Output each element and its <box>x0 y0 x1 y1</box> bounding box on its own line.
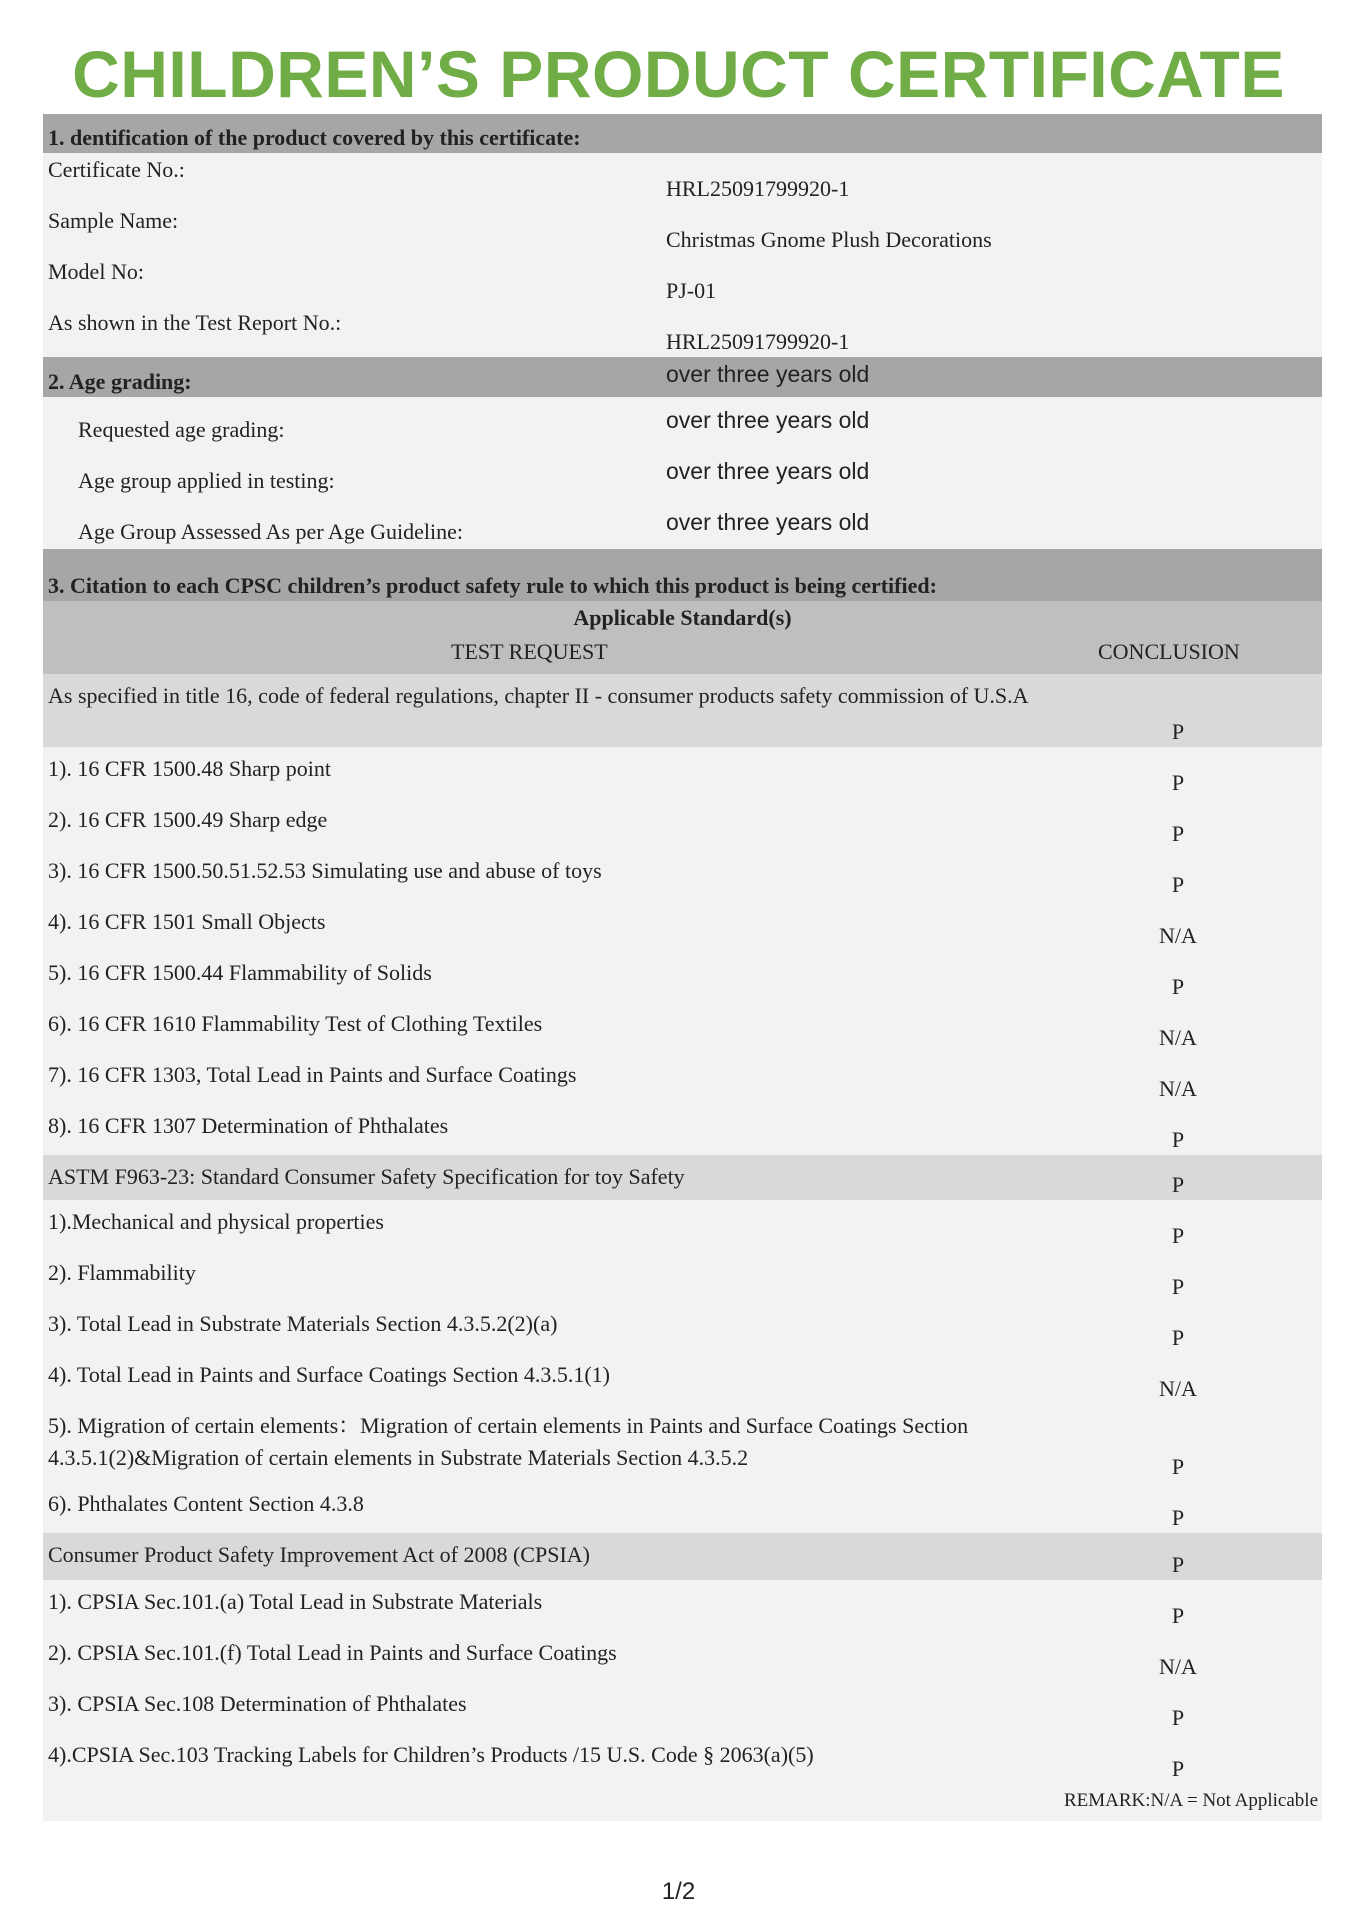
certificate-table <box>43 114 1322 1821</box>
test-request-text: 2). Flammability <box>48 1260 196 1285</box>
standard-item-row <box>43 1631 1322 1682</box>
conclusion-value: P <box>1171 770 1185 795</box>
model-no-row <box>43 255 1322 306</box>
sample-name-row <box>43 204 1322 255</box>
test-request-text: 1). CPSIA Sec.101.(a) Total Lead in Substrate Materials <box>48 1589 543 1614</box>
test-report-row <box>43 306 1322 357</box>
conclusion-value: P <box>1171 1454 1185 1479</box>
test-request-text: 7). 16 CFR 1303, Total Lead in Paints and Surface Coatings <box>48 1062 577 1087</box>
conclusion-value: N/A <box>1159 1025 1197 1050</box>
field-label: Certificate No.: <box>48 157 185 182</box>
field-value: over three years old <box>666 509 870 535</box>
standard-item-row <box>43 1200 1322 1251</box>
requested-age-row <box>43 397 1322 448</box>
page-number: 1/2 <box>661 1878 696 1905</box>
remark-row <box>43 1784 1322 1821</box>
test-request-text: 8). 16 CFR 1307 Determination of Phthalates <box>48 1113 449 1138</box>
test-request-text: 1). 16 CFR 1500.48 Sharp point <box>48 756 331 781</box>
conclusion-value: P <box>1171 1223 1185 1248</box>
field-label: Model No: <box>48 259 144 284</box>
standard-item-row <box>43 1002 1322 1053</box>
standard-item-row <box>43 849 1322 900</box>
conclusion-value: P <box>1171 872 1185 897</box>
section1-heading: 1. dentification of the product covered by this certificate: <box>48 125 581 150</box>
conclusion-value: N/A <box>1159 1376 1197 1401</box>
certificate-no-row <box>43 153 1322 204</box>
test-request-text: 5). Migration of certain elements：Migration of certain elements in Paints and Surface Coatings Section 4.3.5.1(2)&Migration of certain elements in Substrate Materials Section 4.3.5.2 <box>48 1413 969 1470</box>
conclusion-value: P <box>1171 1505 1185 1530</box>
field-value: HRL25091799920-1 <box>666 329 850 354</box>
standard-item-row <box>43 1353 1322 1404</box>
test-request-text: 1).Mechanical and physical properties <box>48 1209 384 1234</box>
conclusion-value: N/A <box>1159 923 1197 948</box>
standard-item-row <box>43 1404 1322 1482</box>
test-request-text: 4). Total Lead in Paints and Surface Coatings Section 4.3.5.1(1) <box>48 1362 610 1387</box>
section2-header <box>43 357 1322 397</box>
standards-subheader <box>43 601 1322 674</box>
field-label: As shown in the Test Report No.: <box>48 310 342 335</box>
standard-item-row <box>43 1682 1322 1733</box>
test-request-text: 5). 16 CFR 1500.44 Flammability of Solids <box>48 960 432 985</box>
standard-item-row <box>43 1580 1322 1631</box>
test-request-text: 2). 16 CFR 1500.49 Sharp edge <box>48 807 328 832</box>
field-label: Requested age grading: <box>78 417 285 442</box>
conclusion-value: P <box>1171 1756 1185 1781</box>
age-group-testing-row <box>43 448 1322 499</box>
field-value: over three years old <box>666 407 870 433</box>
test-request-text: 6). Phthalates Content Section 4.3.8 <box>48 1491 364 1516</box>
test-request-text: 3). CPSIA Sec.108 Determination of Phthalates <box>48 1691 467 1716</box>
section2-heading-value: over three years old <box>666 361 870 387</box>
test-request-text: Consumer Product Safety Improvement Act of 2008 (CPSIA) <box>48 1542 590 1567</box>
section1-body <box>43 153 1322 357</box>
standard-item-row <box>43 1104 1322 1155</box>
conclusion-value: N/A <box>1159 1654 1197 1679</box>
conclusion-value: P <box>1171 1274 1185 1299</box>
section3-header <box>43 549 1322 601</box>
standard-group-row <box>43 1155 1322 1200</box>
certificate-title: CHILDREN’S PRODUCT CERTIFICATE <box>72 37 1285 111</box>
test-request-text: 2). CPSIA Sec.101.(f) Total Lead in Paints and Surface Coatings <box>48 1640 617 1665</box>
test-request-text: 4). 16 CFR 1501 Small Objects <box>48 909 326 934</box>
section2-body <box>43 397 1322 549</box>
standard-item-row <box>43 1733 1322 1784</box>
test-request-text: 3). Total Lead in Substrate Materials Section 4.3.5.2(2)(a) <box>48 1311 558 1336</box>
test-request-text: 6). 16 CFR 1610 Flammability Test of Clothing Textiles <box>48 1011 543 1036</box>
standard-item-row <box>43 1053 1322 1104</box>
section1-header <box>43 114 1322 153</box>
test-request-column-header: TEST REQUEST <box>451 639 608 664</box>
test-request-text: 4).CPSIA Sec.103 Tracking Labels for Children’s Products /15 U.S. Code § 2063(a)(5) <box>48 1742 814 1767</box>
standard-item-row <box>43 1482 1322 1533</box>
conclusion-value: P <box>1171 1325 1185 1350</box>
field-value: Christmas Gnome Plush Decorations <box>666 227 992 252</box>
standard-item-row <box>43 1251 1322 1302</box>
age-group-assessed-row <box>43 499 1322 549</box>
conclusion-value: P <box>1171 1603 1185 1628</box>
applicable-standards-label: Applicable Standard(s) <box>573 605 792 630</box>
standard-item-row <box>43 951 1322 1002</box>
field-label: Age Group Assessed As per Age Guideline: <box>78 519 463 544</box>
conclusion-value: P <box>1171 719 1185 744</box>
standard-item-row <box>43 900 1322 951</box>
field-value: HRL25091799920-1 <box>666 176 850 201</box>
standard-item-row <box>43 747 1322 798</box>
conclusion-value: P <box>1171 1127 1185 1152</box>
section2-heading: 2. Age grading: <box>48 369 192 394</box>
test-request-text: As specified in title 16, code of federal regulations, chapter II - consumer products safety commission of U.S.A <box>48 683 1029 708</box>
field-value: PJ-01 <box>666 278 717 303</box>
field-label: Sample Name: <box>48 208 179 233</box>
conclusion-value: P <box>1171 974 1185 999</box>
conclusion-value: P <box>1171 821 1185 846</box>
conclusion-value: P <box>1171 1705 1185 1730</box>
conclusion-value: P <box>1171 1552 1185 1577</box>
standard-item-row <box>43 1302 1322 1353</box>
field-label: Age group applied in testing: <box>78 468 335 493</box>
standard-item-row <box>43 798 1322 849</box>
conclusion-column-header: CONCLUSION <box>1098 639 1240 664</box>
standard-group-row <box>43 1533 1322 1580</box>
standard-group-row <box>43 674 1322 747</box>
conclusion-value: N/A <box>1159 1076 1197 1101</box>
conclusion-value: P <box>1171 1172 1185 1197</box>
remark-text: REMARK:N/A = Not Applicable <box>1063 1790 1318 1811</box>
section3-heading: 3. Citation to each CPSC children’s product safety rule to which this product is being certified: <box>48 573 937 598</box>
test-request-text: 3). 16 CFR 1500.50.51.52.53 Simulating use and abuse of toys <box>48 858 602 883</box>
test-request-text: ASTM F963-23: Standard Consumer Safety Specification for toy Safety <box>48 1164 685 1189</box>
field-value: over three years old <box>666 458 870 484</box>
standards-rows <box>43 674 1322 1784</box>
